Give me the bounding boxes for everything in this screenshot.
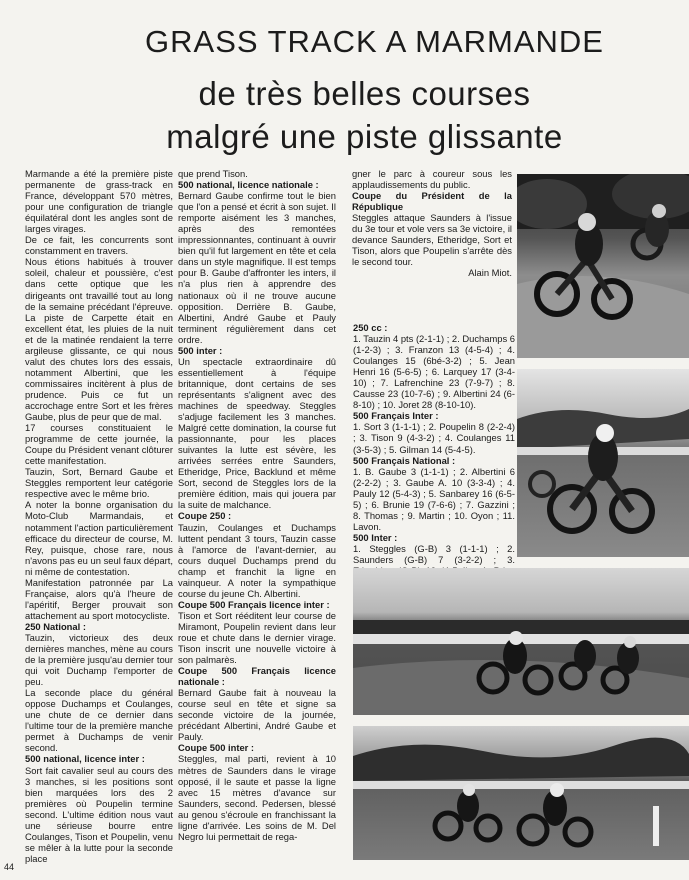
section-heading: Coupe 250 :	[178, 510, 232, 522]
results-heading: 500 Inter :	[353, 531, 398, 543]
section-heading: Coupe 500 Français licence inter :	[178, 598, 330, 610]
headline-subtitle-1: de très belles courses	[198, 75, 531, 112]
paragraph: Tauzin, victorieux des deux dernières manches, mène au cours de la première jusqu'au dernier tour qui voit Duchamp l'emporter de peu.	[25, 631, 173, 688]
paragraph: Steggles attaque Saunders à l'issue du 3e tour et vole vers sa 3e victoire, il devance Saunders, Etheridge, Sort et Tison, alors que Poupelin s'arrête dès le second tour.	[352, 212, 512, 268]
results-heading: 500 Français Inter :	[353, 410, 439, 422]
section-heading: 500 national, licence nationale :	[178, 179, 319, 191]
results-heading: 250 cc :	[353, 322, 388, 333]
paragraph: La seconde place du général oppose Duchamps et Coulanges, une chute de ce dernier dans l'ultime tour de la première manche permet à Duchamps de venir second.	[25, 687, 173, 754]
section-heading: Coupe 500 Français licence nationale :	[178, 665, 336, 688]
paragraph: que prend Tison.	[178, 168, 248, 179]
photo-riders-sliding	[517, 174, 689, 358]
paragraph: Bernard Gaube fait à nouveau la course seul en tête et signe sa seconde victoire de la journée, précédant Albertini, André Gaube et Pauly.	[178, 687, 336, 743]
paragraph: Sort fait cavalier seul au cours des 3 manches, si les positions sont bien marquées lors des 2 premières où Poupelin termine second. L'ultime édition nous vaut une sérieuse bourre entre Coulanges, Tison et Poupelin, venu se mêler à la lutte pour la seconde place	[25, 764, 173, 864]
results-text: 1. Steggles (G-B) 3 (1-1-1) ; 2. Saunders (G-B) 7 (3-2-2) ; 3.	[353, 542, 515, 565]
paragraph: 17 courses constituaient le programme de cette journée, la Coupe du Président venant clôturer cette manifestation.	[25, 422, 173, 467]
results-text: 1. Sort 3 (1-1-1) ; 2. Poupelin 8 (2-2-4) ; 3. Tison 9 (4-3-2) ; 4. Coulanges 11 (3-5-3) ; 5. Gilman 14 (5-4-5).	[353, 421, 515, 455]
article-column-1	[25, 168, 173, 864]
results-text: 1. Tauzin 4 pts (2-1-1) ; 2. Duchamps 6 (1-2-3) ; 3. Franzon 13 (4-5-4) ; 4. Coulanges 15 (6bé-3-2) ; 5. Jean Henri 16 (5-6-5) ; 6. Larquey 17 (3-4-10) ; 7. Lafrenchine 23 (7-9-7) ; 8. Causse 23 (10-7-6) ; 9. Albertini 24 (6-8-10) ; 10. Joret 28 (8-10-10).	[353, 333, 515, 411]
paragraph: Un spectacle extraordinaire dû essentiellement à l'équipe britannique, dont certains de ses représentants s'alignent avec des machines de speedway. Steggles s'adjuge facilement les 3 manches. Malgré cette domination, la course fut passionnante, pour les places suivantes la lutte est sévère, les arrivées serrées entre Saunders, Etheridge, Price, Backlund et même Sort, second de Steggles lors de la première édition, mais qui jouera par la suite de malchance.	[178, 355, 336, 511]
paragraph: Bernard Gaube confirme tout le bien que l'on a pensé et écrit à son sujet. Il remporte aisément les 3 manches, après des remontées impressionnantes, continuant à ouvrir bien qu'il fut largement en tête et cela dans un style magnifique. Il est temps pour B. Gaube d'affronter les inters, il n'a plus rien à apprendre des nationaux où il ne trouve aucune opposition. Derrière B. Gaube, Albertini, André Gaube et Pauly terminent régulièrement dans cet ordre.	[178, 190, 336, 345]
results-text: 1. B. Gaube 3 (1-1-1) ; 2. Albertini 6 (2-2-2) ; 3. Gaube A. 10 (3-3-4) ; 4. Pauly 12 (5-4-3) ; 5. Sanbarey 16 (6-5-5) ; 6. Brunie 19 (7-6-6) ; 7. Gazzini ; 8. Thomas ; 9. Martin ; 10. Oyon ; 11. Lavon.	[353, 465, 515, 532]
paragraph: De ce fait, les concurrents sont constamment en travers.	[25, 234, 173, 257]
photo-rider-cornering	[517, 369, 689, 557]
paragraph: Tauzin, Sort, Bernard Gaube et Steggles remportent leur catégorie respective avec le même brio.	[25, 466, 173, 500]
section-heading: 250 National :	[25, 620, 86, 632]
results-heading: 500 Français National :	[353, 454, 456, 466]
author-signature: Alain Miot.	[468, 267, 512, 279]
page-number: 44	[4, 862, 15, 872]
article-column-3	[352, 168, 512, 278]
headline-title: GRASS TRACK A MARMANDE	[145, 24, 604, 59]
section-heading: 500 inter :	[178, 344, 223, 356]
paragraph: A noter la bonne organisation du Moto-Club Marmandais, et notamment l'action particulièrement efficace du directeur de course, M. Rey, puisque, chose rare, nous n'avons pas eu un seul faux départ, ni même de contestation.	[25, 499, 173, 577]
photo-race-straight	[353, 726, 689, 860]
paragraph: Marmande a été la première piste permanente de grass-track en France, développant 570 mètres, pour une configuration de triangle équilatéral dont les angles sont de larges virages.	[25, 168, 173, 235]
paragraph: Steggles, mal parti, revient à 10 mètres de Saunders dans le virage opposé, il le saute et passe la ligne avec 15 mètres d'avance sur Saunders, second. Pedersen, blessé au genou s'écroule en franchissant la ligne d'arrivée. Les soins de M. Del Negro lui permettait de rega-	[178, 753, 336, 842]
paragraph: Manifestation patronnée par La Française, alors qu'à l'heure de l'apéritif, Berger prouvait son attachement au sport motocycliste.	[25, 576, 173, 621]
paragraph: gner le parc à coureur sous les applaudissements du public.	[352, 168, 512, 191]
photo-race-pack	[353, 568, 689, 715]
headline-subtitle-2: malgré une piste glissante	[166, 118, 563, 155]
paragraph: Nous étions habitués à trouver soleil, chaleur et poussière, c'est dans cette optique que les dirigeants ont travaillé tout au long de la semaine précédant l'épreuve. La piste de Carpette était en excellent état, les pluies de la nuit et de la matinée rendaient la terre argileuse glissante, ce qui nous valut des chutes lors des essais, notamment Albertini, que les commissaires incitèrent à plus de prudence. Puis ce fut un accrochage entre Sort et les frères Gaube, plus de peur que de mal.	[25, 256, 173, 423]
section-heading: 500 national, licence inter :	[25, 753, 145, 765]
section-heading: Coupe 500 inter :	[178, 742, 255, 754]
article-column-2	[178, 168, 336, 842]
paragraph: Tauzin, Coulanges et Duchamps luttent pendant 3 tours, Tauzin casse à l'amorce de l'avant-dernier, au cours duquel Duchamps prend du champ et franchit la ligne en vainqueur. A noter la sympathique course du jeune Ch. Albertini.	[178, 521, 336, 599]
paragraph: Tison et Sort rééditent leur course de Miramont, Poupelin revient dans leur roue et chute dans le dernier virage. Tison inscrit une nouvelle victoire à son palmarès.	[178, 609, 336, 666]
section-heading: Coupe du Président de la République	[352, 190, 512, 213]
